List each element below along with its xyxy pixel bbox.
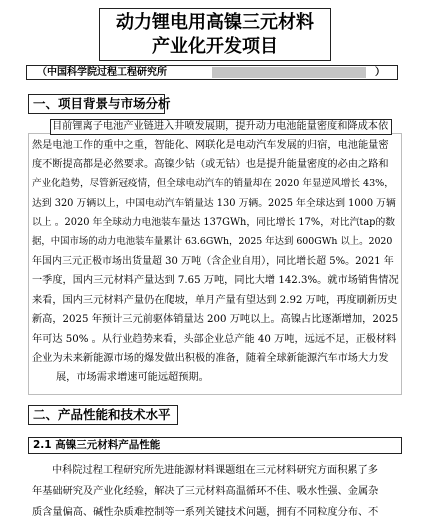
- paragraph-line: 年基础研究及产业化经验，解决了三元材料高温循环不佳、吸水性强、金属杂: [32, 486, 379, 497]
- institute-open-paren: （: [37, 67, 47, 78]
- paragraph-line: 年国内三元正极市场出货量超 30 万吨（含企业自用），同比增长超 5%。2021 年: [32, 256, 394, 267]
- document-title: [99, 8, 331, 61]
- section-heading-background: 一、项目背景与市场分析: [28, 94, 165, 114]
- paragraph-line: 来看，国内三元材料产量仍在爬坡，单月产量有望达到 2.92 万吨，再度刷新历史: [32, 295, 398, 306]
- paragraph-line: 产业化趋势，尽管新冠疫情，但全球电动汽车的销量却在 2020 年显逆风增长 43%，: [32, 178, 394, 189]
- institute-bar: [26, 65, 398, 80]
- paragraph-line: 质含量偏高、碱性杂质难控制等一系列关键技术问题，拥有不同粒度分布、不: [32, 507, 379, 518]
- paragraph-line: 企业为未来新能源市场的爆发做出积极的准备，随着全球新能源汽车市场大力发: [32, 353, 389, 364]
- institute-highlight: [212, 67, 366, 78]
- title-line-1: 动力锂电用高镍三元材料: [116, 12, 314, 33]
- paragraph-line: 新高，2025 年预计三元前驱体销量达 200 万吨以上。高镍占比逐渐增加，2025: [32, 314, 399, 325]
- paragraph-line: 达到 320 万辆以上，中国电动汽车销量达 130 万辆。2025 年全球达到 1000 万辆: [32, 198, 396, 209]
- section-heading-performance: 二、产品性能和技术水平: [28, 405, 178, 425]
- paragraph-line: 然是电池工作的重中之重，智能化、网联化是电动汽车发展的归宿，电池能量密: [32, 140, 389, 151]
- paragraph-line: 以上 。2020 年全球动力电池装车量达 137GWh，同比增长 17%，对比汽tap的数: [32, 217, 396, 228]
- paragraph-line: 度不断提高都是必然要求。高镍少钴（或无钴）也是提升能量密度的必由之路和: [32, 159, 389, 170]
- institute-close-paren: ）: [375, 67, 385, 78]
- paragraph-line: 年可达 50% 。从行业趋势来看，头部企业总产能 40 万吨，远远不足，正极材料: [32, 334, 397, 345]
- paragraph-line: 中科院过程工程研究所先进能源材料课题组在三元材料研究方面积累了多: [52, 465, 378, 476]
- institute-name: 中国科学院过程工程研究所: [47, 67, 167, 78]
- title-line-2: 产业化开发项目: [152, 36, 278, 57]
- paragraph-line: 据，中国市场的动力电池装车量累计 63.6GWh，2025 年达到 600GWh 以上。2020: [32, 236, 393, 247]
- paragraph-line: 目前锂离子电池产业链进入井喷发展期，提升动力电池能量密度和降成本依: [52, 121, 389, 132]
- subsection-heading: 2.1 高镍三元材料产品性能: [28, 437, 402, 454]
- paragraph-line: 一季度，国内三元材料产量达到 7.65 万吨，同比大增 142.3%。就市场销售情况: [32, 275, 399, 286]
- paragraph-line: 展，市场需求增速可能远超预期。: [56, 372, 209, 383]
